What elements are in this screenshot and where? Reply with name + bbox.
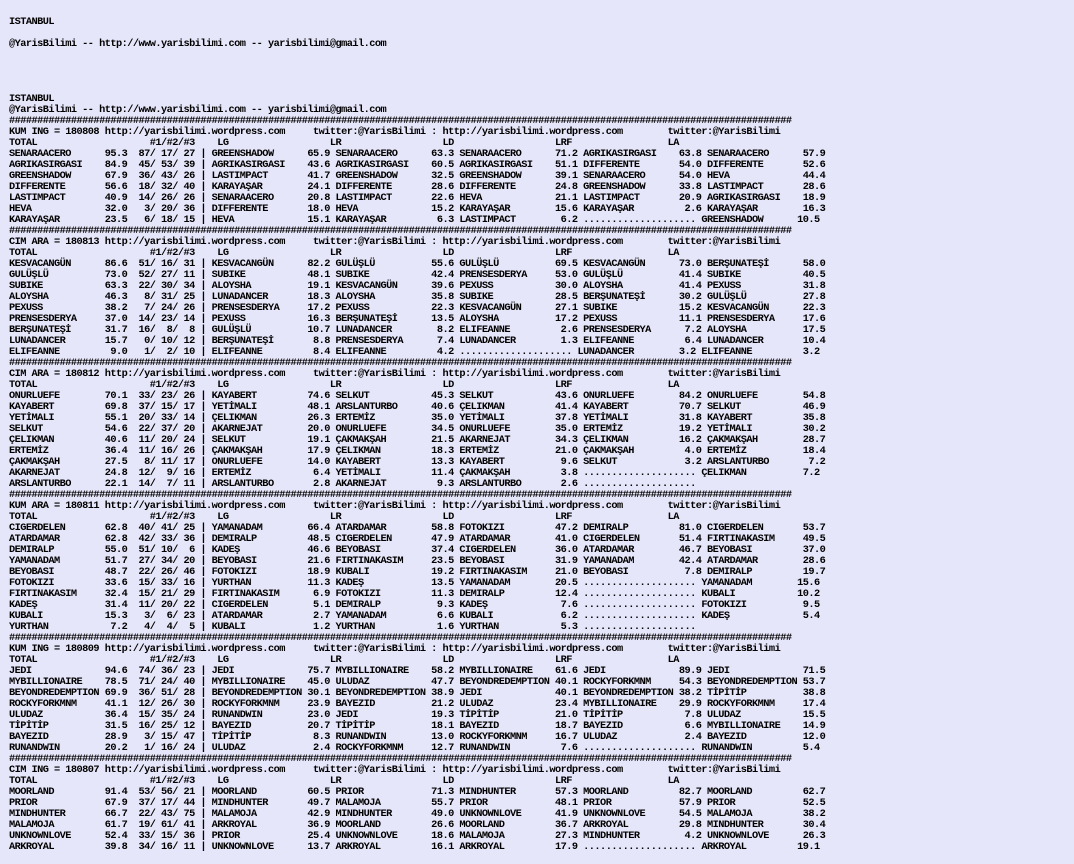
data-row-line: YETİMALI 55.1 20/ 33/ 14 | ÇELIKMAN 26.3 ERTEMİZ 35.0 YETİMALI 37.8 YETİMALI 31.8 KAYABERT 35.8 (9, 412, 826, 424)
column-header-line: TOTAL #1/#2/#3 LG LR LD LRF LA (9, 654, 679, 666)
data-row-line: ISTANBUL (9, 93, 55, 105)
data-row-line: BAYEZID 28.9 3/ 15/ 47 | TİPİTİP 8.3 RUNANDWIN 13.0 ROCKYFORKMNM 16.7 ULUDAZ 2.4 BAYEZID 12.0 (9, 731, 826, 743)
data-row-line: ULUDAZ 36.4 15/ 35/ 24 | RUNANDWIN 23.0 JEDI 19.3 TİPİTİP 21.0 TİPİTİP 7.8 ULUDAZ 15.5 (9, 709, 826, 721)
data-row-line: KADEŞ 31.4 11/ 20/ 22 | CIGERDELEN 5.1 DEMIRALP 9.3 KADEŞ 7.6 .................... FOTOKIZI 9.5 (9, 599, 820, 611)
data-row-line: GULÜŞLÜ 73.0 52/ 27/ 11 | SUBIKE 48.1 SUBIKE 42.4 PRENSESDERYA 53.0 GULÜŞLÜ 41.4 SUBIKE 40.5 (9, 269, 826, 281)
data-row-line: LASTIMPACT 40.9 14/ 26/ 26 | SENARAACERO 20.8 LASTIMPACT 22.6 HEVA 21.1 LASTIMPACT 20.9 AGRIKASIRGASI 18.9 (9, 192, 826, 204)
data-row-line: DEMIRALP 55.0 51/ 10/ 6 | KADEŞ 46.6 BEYOBASI 37.4 CIGERDELEN 36.0 ATARDAMAR 46.7 BEYOBASI 37.0 (9, 544, 826, 556)
data-row-line: YURTHAN 7.2 4/ 4/ 5 | KUBALI 1.2 YURTHAN 1.6 YURTHAN 5.3 .................... (9, 621, 696, 633)
data-row-line: DIFFERENTE 56.6 18/ 32/ 40 | KARAYAŞAR 24.1 DIFFERENTE 28.6 DIFFERENTE 24.8 GREENSHADOW 33.8 LASTIMPACT 28.6 (9, 181, 826, 193)
data-row-line: PRIOR 67.9 37/ 17/ 44 | MINDHUNTER 49.7 MALAMOJA 55.7 PRIOR 48.1 PRIOR 57.9 PRIOR 52.5 (9, 797, 826, 809)
data-row-line: RUNANDWIN 20.2 1/ 16/ 24 | ULUDAZ 2.4 ROCKYFORKMNM 12.7 RUNANDWIN 7.6 .................... RUNANDWIN 5.4 (9, 742, 820, 754)
data-row-line: AKARNEJAT 24.8 12/ 9/ 16 | ERTEMİZ 6.4 YETİMALI 11.4 ÇAKMAKŞAH 3.8 .................... ÇELIKMAN 7.2 (9, 467, 820, 479)
data-row-line: ELIFEANNE 9.0 1/ 2/ 10 | ELIFEANNE 8.4 ELIFEANNE 4.2 .................... LUNADANCER 3.2 ELIFEANNE 3.2 (9, 346, 820, 358)
data-row-line: MALAMOJA 61.7 19/ 61/ 41 | ARKROYAL 36.9 MOORLAND 26.6 MOORLAND 36.7 ARKROYAL 29.8 MINDHUNTER 30.4 (9, 819, 826, 831)
data-row-line: ARSLANTURBO 22.1 14/ 7/ 11 | ARSLANTURBO 2.8 AKARNEJAT 9.3 ARSLANTURBO 2.6 .................... (9, 478, 696, 490)
data-row-line: LUNADANCER 15.7 0/ 10/ 12 | BERŞUNATEŞİ 8.8 PRENSESDERYA 7.4 LUNADANCER 1.3 ELIFEANNE 6.4 LUNADANCER 10.4 (9, 335, 826, 347)
data-row-line: ARKROYAL 39.8 34/ 16/ 11 | UNKNOWNLOVE 13.7 ARKROYAL 16.1 ARKROYAL 17.9 .................... ARKROYAL 19.1 (9, 841, 820, 853)
race-header-line: CIM ARA = 180812 http://yarisbilimi.wordpress.com twitter:@YarisBilimi : http://yarisbilimi.wordpress.com twitter:@YarisBilimi (9, 368, 781, 380)
separator-line: ########################################################################################################################################### (9, 753, 792, 765)
data-row-line: ROCKYFORKMNM 41.1 12/ 26/ 30 | ROCKYFORKMNM 23.9 BAYEZID 21.2 ULUDAZ 23.4 MYBILLIONAIRE 29.9 ROCKYFORKMNM 17.4 (9, 698, 826, 710)
data-row-line: BEYONDREDEMPTION 69.9 36/ 51/ 28 | BEYONDREDEMPTION 30.1 BEYONDREDEMPTION 38.9 JEDI 40.1 BEYONDREDEMPTION 38.2 TİPİTİP 38.8 (9, 687, 826, 699)
column-header-line: TOTAL #1/#2/#3 LG LR LD LRF LA (9, 511, 679, 523)
data-row-line: ÇAKMAKŞAH 27.5 8/ 11/ 17 | ONURLUEFE 14.0 KAYABERT 13.3 KAYABERT 9.6 SELKUT 3.2 ARSLANTURBO 7.2 (9, 456, 826, 468)
data-row-line: MYBILLIONAIRE 78.5 71/ 24/ 40 | MYBILLIONAIRE 45.0 ULUDAZ 47.7 BEYONDREDEMPTION 40.1 ROCKYFORKMNM 54.3 BEYONDREDEMPTION 53.7 (9, 676, 826, 688)
data-row-line: MOORLAND 91.4 53/ 56/ 21 | MOORLAND 60.5 PRIOR 71.3 MINDHUNTER 57.3 MOORLAND 82.7 MOORLAND 62.7 (9, 786, 826, 798)
data-row-line: KARAYAŞAR 23.5 6/ 18/ 15 | HEVA 15.1 KARAYAŞAR 6.3 LASTIMPACT 6.2 .................... GREENSHADOW 10.5 (9, 214, 820, 226)
data-row-line: ÇELIKMAN 40.6 11/ 20/ 24 | SELKUT 19.1 ÇAKMAKŞAH 21.5 AKARNEJAT 34.3 ÇELIKMAN 16.2 ÇAKMAKŞAH 28.7 (9, 434, 826, 446)
race-header-line: CIM ING = 180807 http://yarisbilimi.wordpress.com twitter:@YarisBilimi : http://yarisbilimi.wordpress.com twitter:@YarisBilimi (9, 764, 781, 776)
header-contact: @YarisBilimi -- http://www.yarisbilimi.com -- yarisbilimi@gmail.com (9, 38, 387, 50)
column-header-line: TOTAL #1/#2/#3 LG LR LD LRF LA (9, 247, 679, 259)
data-row-line: AGRIKASIRGASI 84.9 45/ 53/ 39 | AGRIKASIRGASI 43.6 AGRIKASIRGASI 60.5 AGRIKASIRGASI 51.1 DIFFERENTE 54.0 DIFFERENTE 52.6 (9, 159, 826, 171)
race-header-line: KUM ARA = 180811 http://yarisbilimi.wordpress.com twitter:@YarisBilimi : http://yarisbilimi.wordpress.com twitter:@YarisBilimi (9, 500, 781, 512)
separator-line: ########################################################################################################################################### (9, 115, 792, 127)
data-row-line: PEXUSS 38.2 7/ 24/ 26 | PRENSESDERYA 17.2 PEXUSS 22.3 KESVACANGÜN 27.1 SUBIKE 15.2 KESVACANGÜN 22.3 (9, 302, 826, 314)
report-lines (9, 94, 1074, 853)
column-header-line: TOTAL #1/#2/#3 LG LR LD LRF LA (9, 379, 679, 391)
data-row-line: SELKUT 54.6 22/ 37/ 20 | AKARNEJAT 20.0 ONURLUEFE 34.5 ONURLUEFE 35.0 ERTEMİZ 19.2 YETİMALI 30.2 (9, 423, 826, 435)
data-row-line: YAMANADAM 51.7 27/ 34/ 20 | BEYOBASI 21.6 FIRTINAKASIM 23.5 BEYOBASI 31.9 YAMANADAM 42.4 ATARDAMAR 28.6 (9, 555, 826, 567)
data-row-line: ALOYSHA 46.3 8/ 31/ 25 | LUNADANCER 18.3 ALOYSHA 35.8 SUBIKE 28.5 BERŞUNATEŞİ 30.2 GULÜŞLÜ 27.8 (9, 291, 826, 303)
separator-line: ########################################################################################################################################### (9, 489, 792, 501)
data-row-line: TİPİTİP 31.5 16/ 25/ 12 | BAYEZID 20.7 TİPİTİP 18.1 BAYEZID 18.7 BAYEZID 6.6 MYBILLIONAIRE 14.9 (9, 720, 826, 732)
data-row-line: BEYOBASI 48.7 22/ 26/ 46 | FOTOKIZI 18.9 KUBALI 19.2 FIRTINAKASIM 21.0 BEYOBASI 7.8 DEMIRALP 19.7 (9, 566, 826, 578)
data-row-line: MINDHUNTER 66.7 22/ 43/ 75 | MALAMOJA 42.9 MINDHUNTER 49.0 UNKNOWNLOVE 41.9 UNKNOWNLOVE 54.5 MALAMOJA 38.2 (9, 808, 826, 820)
data-row-line: ATARDAMAR 62.8 42/ 33/ 36 | DEMIRALP 48.5 CIGERDELEN 47.9 ATARDAMAR 41.0 CIGERDELEN 51.4 FIRTINAKASIM 49.5 (9, 533, 826, 545)
separator-line: ########################################################################################################################################### (9, 225, 792, 237)
data-row-line: SENARAACERO 95.3 87/ 17/ 27 | GREENSHADOW 65.9 SENARAACERO 63.3 SENARAACERO 71.2 AGRIKASIRGASI 63.8 SENARAACERO 57.9 (9, 148, 826, 160)
data-row-line: ERTEMİZ 36.4 11/ 16/ 26 | ÇAKMAKŞAH 17.9 ÇELIKMAN 18.3 ERTEMİZ 21.0 ÇAKMAKŞAH 4.0 ERTEMİZ 18.4 (9, 445, 826, 457)
race-header-line: KUM ING = 180809 http://yarisbilimi.wordpress.com twitter:@YarisBilimi : http://yarisbilimi.wordpress.com twitter:@YarisBilimi (9, 643, 781, 655)
data-row-line: @YarisBilimi -- http://www.yarisbilimi.com -- yarisbilimi@gmail.com (9, 104, 387, 116)
data-row-line: CIGERDELEN 62.8 40/ 41/ 25 | YAMANADAM 66.4 ATARDAMAR 58.8 FOTOKIZI 47.2 DEMIRALP 81.0 CIGERDELEN 53.7 (9, 522, 826, 534)
data-row-line: HEVA 32.0 3/ 20/ 36 | DIFFERENTE 18.0 HEVA 15.2 KARAYAŞAR 15.6 KARAYAŞAR 2.6 KARAYAŞAR 16.3 (9, 203, 826, 215)
data-row-line: GREENSHADOW 67.9 36/ 43/ 26 | LASTIMPACT 41.7 GREENSHADOW 32.5 GREENSHADOW 39.1 SENARAACERO 54.0 HEVA 44.4 (9, 170, 826, 182)
header-city: ISTANBUL (9, 16, 55, 28)
separator-line: ########################################################################################################################################### (9, 632, 792, 644)
separator-line: ########################################################################################################################################### (9, 357, 792, 369)
spacer (9, 61, 1074, 83)
column-header-line: TOTAL #1/#2/#3 LG LR LD LRF LA (9, 775, 679, 787)
data-row-line: FIRTINAKASIM 32.4 15/ 21/ 29 | FIRTINAKASIM 6.9 FOTOKIZI 11.3 DEMIRALP 12.4 .................... KUBALI 10.2 (9, 588, 820, 600)
data-row-line: KAYABERT 69.8 37/ 15/ 17 | YETİMALI 48.1 ARSLANTURBO 40.6 ÇELIKMAN 41.4 KAYABERT 70.7 SELKUT 46.9 (9, 401, 826, 413)
data-row-line: FOTOKIZI 33.6 15/ 33/ 16 | YURTHAN 11.3 KADEŞ 13.5 YAMANADAM 20.5 .................... YAMANADAM 15.6 (9, 577, 820, 589)
data-row-line: ONURLUEFE 70.1 33/ 23/ 26 | KAYABERT 74.6 SELKUT 45.3 SELKUT 43.6 ONURLUEFE 84.2 ONURLUEFE 54.8 (9, 390, 826, 402)
data-row-line: BERŞUNATEŞİ 31.7 16/ 8/ 8 | GULÜŞLÜ 10.7 LUNADANCER 8.2 ELIFEANNE 2.6 PRENSESDERYA 7.2 ALOYSHA 17.5 (9, 324, 826, 336)
column-header-line: TOTAL #1/#2/#3 LG LR LD LRF LA (9, 137, 679, 149)
data-row-line: JEDI 94.6 74/ 36/ 23 | JEDI 75.7 MYBILLIONAIRE 58.2 MYBILLIONAIRE 61.6 JEDI 89.9 JEDI 71.5 (9, 665, 826, 677)
data-row-line: UNKNOWNLOVE 52.4 33/ 15/ 36 | PRIOR 25.4 UNKNOWNLOVE 18.6 MALAMOJA 27.3 MINDHUNTER 4.2 UNKNOWNLOVE 26.3 (9, 830, 826, 842)
data-row-line: PRENSESDERYA 37.0 14/ 23/ 14 | PEXUSS 16.3 BERŞUNATEŞİ 13.5 ALOYSHA 17.2 PEXUSS 11.1 PRENSESDERYA 17.6 (9, 313, 826, 325)
race-header-line: CIM ARA = 180813 http://yarisbilimi.wordpress.com twitter:@YarisBilimi : http://yarisbilimi.wordpress.com twitter:@YarisBilimi (9, 236, 781, 248)
data-row-line: KESVACANGÜN 86.6 51/ 16/ 31 | KESVACANGÜN 82.2 GULÜŞLÜ 55.6 GULÜŞLÜ 69.5 KESVACANGÜN 73.0 BERŞUNATEŞİ 58.0 (9, 258, 826, 270)
data-row-line: SUBIKE 63.3 22/ 30/ 34 | ALOYSHA 19.1 KESVACANGÜN 39.6 PEXUSS 30.0 ALOYSHA 41.4 PEXUSS 31.8 (9, 280, 826, 292)
data-row-line: KUBALI 15.3 3/ 6/ 23 | ATARDAMAR 2.7 YAMANADAM 6.6 KUBALI 6.2 .................... KADEŞ 5.4 (9, 610, 820, 622)
race-header-line: KUM ING = 180808 http://yarisbilimi.wordpress.com twitter:@YarisBilimi : http://yarisbilimi.wordpress.com twitter:@YarisBilimi (9, 126, 781, 138)
